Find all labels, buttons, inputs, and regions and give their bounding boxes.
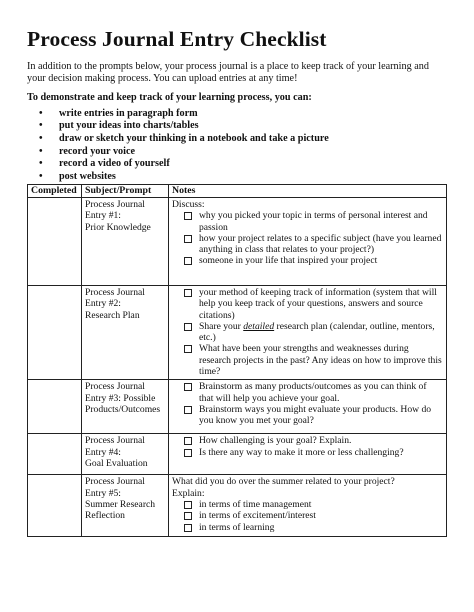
checklist-item xyxy=(184,447,443,458)
lead-sentence: To demonstrate and keep track of your learning process, you can: xyxy=(27,91,312,103)
subject-cell xyxy=(82,380,169,434)
checkbox-icon[interactable] xyxy=(184,323,192,331)
checklist-item-text: your method of keeping track of information (system that will help you keep track of your questions, answers and source citations) xyxy=(199,287,437,321)
list-item-text: put your ideas into charts/tables xyxy=(59,120,199,132)
list-item xyxy=(39,158,448,171)
checklist-item-text: why you picked your topic in terms of personal interest and passion xyxy=(199,210,428,233)
list-item xyxy=(39,107,448,121)
bullet-icon: • xyxy=(39,170,43,182)
checklist-item xyxy=(184,343,443,377)
checklist-table xyxy=(27,184,447,537)
completed-cell[interactable] xyxy=(28,475,82,537)
checklist-item-text: Share your detailed research plan (calendar, outline, mentors, etc.) xyxy=(199,320,435,344)
checkbox-icon[interactable] xyxy=(184,257,192,265)
checkbox-icon[interactable] xyxy=(184,345,192,353)
checklist-item xyxy=(184,499,443,510)
list-item xyxy=(39,145,448,159)
checklist-item xyxy=(184,381,443,404)
bullet-icon: • xyxy=(39,133,43,145)
checklist-item-text: How challenging is your goal? Explain. xyxy=(199,435,352,447)
column-header-notes: Notes xyxy=(169,185,447,198)
list-item-text: write entries in paragraph form xyxy=(59,107,198,119)
subject-line: Process Journal xyxy=(85,476,145,488)
checklist-item xyxy=(184,522,443,533)
notes-cell xyxy=(169,380,447,434)
subject-line: Entry #4: xyxy=(85,446,121,458)
subject-line: Prior Knowledge xyxy=(85,221,151,233)
checklist-item-text: in terms of time management xyxy=(199,498,312,510)
notes-intro: Discuss: xyxy=(172,199,205,210)
checkbox-icon[interactable] xyxy=(184,524,192,532)
notes-cell xyxy=(169,434,447,475)
list-item xyxy=(39,133,448,146)
bullet-icon: • xyxy=(39,158,43,170)
intro-paragraph: In addition to the prompts below, your process journal is a place to keep track of your learning and your decision making process. You can upload entries at any time! xyxy=(27,61,429,85)
column-header-subject: Subject/Prompt xyxy=(82,185,169,198)
table-header-row xyxy=(28,185,447,198)
list-item-text: draw or sketch your thinking in a notebook and take a picture xyxy=(59,133,329,145)
completed-cell[interactable] xyxy=(28,380,82,434)
notes-cell xyxy=(169,286,447,380)
completed-cell[interactable] xyxy=(28,198,82,286)
subject-line: Process Journal xyxy=(85,199,145,210)
table-row xyxy=(28,198,447,286)
subject-cell xyxy=(82,475,169,537)
list-item-text: post websites xyxy=(59,170,116,182)
checklist-item-text: What have been your strengths and weaknesses during research projects in the past? Any ideas on how to improve this time? xyxy=(199,343,442,378)
subject-line: Summer Research xyxy=(85,498,156,510)
checklist-item xyxy=(184,287,443,321)
completed-cell[interactable] xyxy=(28,434,82,475)
subject-line: Research Plan xyxy=(85,309,140,321)
checklist-item-text: in terms of excitement/interest xyxy=(199,510,316,522)
subject-line: Goal Evaluation xyxy=(85,457,148,469)
subject-line: Entry #1: xyxy=(85,210,121,222)
checklist-item xyxy=(184,233,443,256)
bullet-icon: • xyxy=(39,107,43,119)
checklist-item xyxy=(184,321,443,344)
checkbox-icon[interactable] xyxy=(184,212,192,220)
checklist-item-text: Brainstorm as many products/outcomes as you can think of that will help you achieve your goal. xyxy=(199,381,427,404)
emphasis-text: detailed xyxy=(243,320,275,332)
subject-cell xyxy=(82,434,169,475)
checkbox-icon[interactable] xyxy=(184,437,192,445)
table-row xyxy=(28,475,447,537)
notes-intro: What did you do over the summer related to your project? xyxy=(172,476,395,488)
checkbox-icon[interactable] xyxy=(184,449,192,457)
subject-line: Products/Outcomes xyxy=(85,403,161,415)
table-row xyxy=(28,286,447,380)
subject-line: Entry #3: Possible xyxy=(85,392,156,404)
checkbox-icon[interactable] xyxy=(184,383,192,391)
notes-cell xyxy=(169,198,447,286)
checklist-item-text: someone in your life that inspired your project xyxy=(199,255,378,267)
list-item-text: record a video of yourself xyxy=(59,158,170,170)
table-row xyxy=(28,434,447,475)
notes-cell xyxy=(169,475,447,537)
checkbox-icon[interactable] xyxy=(184,512,192,520)
subject-line: Entry #5: xyxy=(85,487,121,499)
checkbox-icon[interactable] xyxy=(184,289,192,297)
bullet-icon: • xyxy=(39,120,43,132)
checkbox-icon[interactable] xyxy=(184,501,192,509)
checklist-item xyxy=(184,210,443,233)
subject-line: Process Journal xyxy=(85,381,145,393)
checklist-item xyxy=(184,510,443,521)
list-item-text: record your voice xyxy=(59,145,136,157)
checklist-item xyxy=(184,435,443,446)
subject-cell xyxy=(82,198,169,286)
column-header-completed: Completed xyxy=(28,185,82,198)
checklist-item-text: Is there any way to make it more or less challenging? xyxy=(199,446,404,458)
checkbox-icon[interactable] xyxy=(184,235,192,243)
subject-cell xyxy=(82,286,169,380)
checkbox-icon[interactable] xyxy=(184,406,192,414)
list-item xyxy=(39,120,448,133)
table-row xyxy=(28,380,447,434)
checklist-item xyxy=(184,404,443,427)
checklist-item-text: how your project relates to a specific subject (have you learned anything in class that relates to your project?) xyxy=(199,232,442,256)
subject-line: Process Journal xyxy=(85,435,145,447)
list-item xyxy=(39,170,448,184)
notes-intro: Explain: xyxy=(172,487,205,499)
bullet-icon: • xyxy=(39,145,43,157)
checklist-item-text: Brainstorm ways you might evaluate your products. How do you know you met your goal? xyxy=(199,403,432,427)
subject-line: Entry #2: xyxy=(85,298,121,310)
methods-list xyxy=(27,108,448,184)
checklist-item-text: in terms of learning xyxy=(199,521,275,533)
subject-line: Reflection xyxy=(85,510,125,522)
checklist-item xyxy=(184,255,443,266)
page-title: Process Journal Entry Checklist xyxy=(27,27,327,51)
subject-line: Process Journal xyxy=(85,287,145,298)
completed-cell[interactable] xyxy=(28,286,82,380)
